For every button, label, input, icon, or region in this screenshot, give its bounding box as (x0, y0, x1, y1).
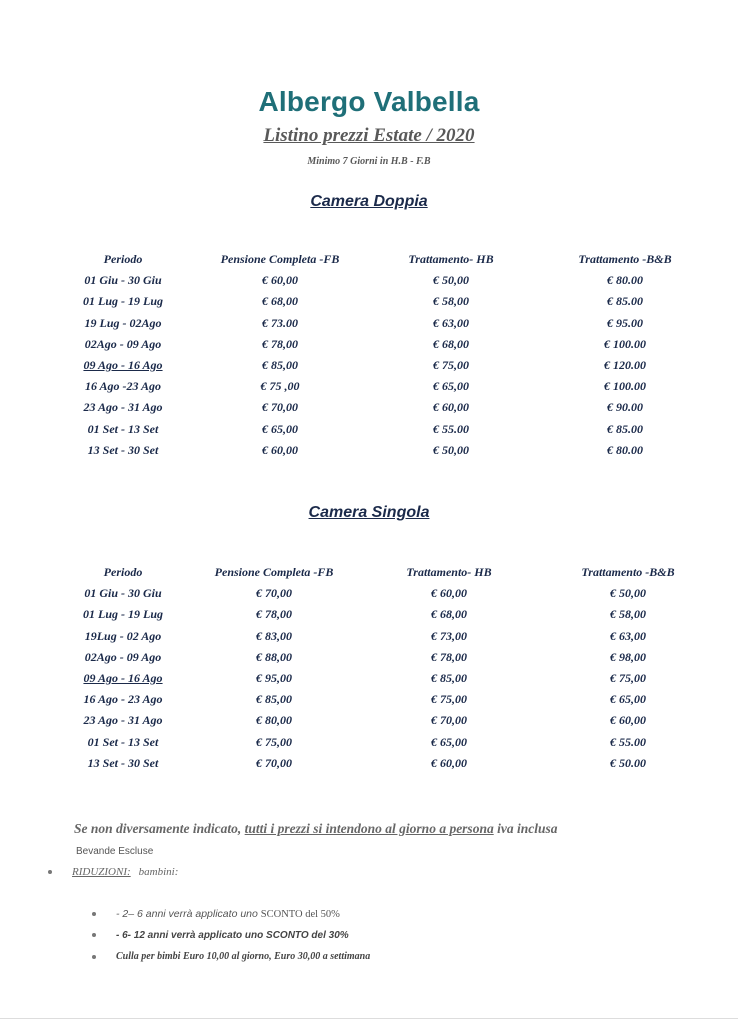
table-row (0, 443, 738, 463)
beverages-excluded: Bevande Escluse (76, 846, 154, 857)
table-row (0, 337, 738, 357)
price-cell: € 73.00 (262, 315, 298, 330)
column-header: Trattamento- HB (406, 565, 492, 579)
period-cell: 09 Ago - 16 Ago (83, 358, 163, 372)
period-cell: 23 Ago - 31 Ago (83, 400, 163, 415)
reduction-item-3 (92, 951, 370, 962)
table-row (0, 671, 738, 691)
table-row (0, 422, 738, 442)
reduction-2-text: - 6- 12 anni verrà applicato uno SCONTO del 30% (116, 930, 349, 941)
table-row (0, 273, 738, 293)
period-cell: 01 Giu - 30 Giu (84, 273, 162, 288)
price-cell: € 80,00 (256, 713, 292, 728)
period-cell: 01 Lug - 19 Lug (82, 607, 164, 622)
price-cell: € 75,00 (431, 692, 467, 707)
period-cell: 02Ago - 09 Ago (84, 336, 162, 351)
price-cell: € 78,00 (256, 607, 292, 622)
period-cell: 23 Ago - 31 Ago (83, 713, 163, 728)
period-cell: 16 Ago -23 Ago (84, 379, 162, 394)
price-cell: € 60,00 (262, 442, 298, 457)
price-cell: € 85.00 (607, 294, 643, 309)
price-cell: € 100.00 (604, 336, 646, 351)
period-cell: 01 Set - 13 Set (87, 421, 159, 436)
price-cell: € 70,00 (256, 755, 292, 770)
price-cell: € 55.00 (433, 421, 469, 436)
price-cell: € 70,00 (262, 400, 298, 415)
note-underlined: tutti i prezzi si intendono al giorno a persona (244, 821, 494, 836)
prices-note (74, 821, 557, 837)
reduction-1-discount: SCONTO del 50% (260, 909, 340, 920)
page-bottom-divider (0, 1018, 738, 1019)
period-cell: 02Ago - 09 Ago (84, 649, 162, 664)
price-cell: € 63,00 (433, 315, 469, 330)
column-header: Pensione Completa -FB (220, 252, 340, 266)
period-cell: 13 Set - 30 Set (87, 755, 159, 770)
reductions-item (48, 866, 178, 878)
bullet-icon (92, 912, 96, 916)
table-row (0, 379, 738, 399)
price-cell: € 55.00 (610, 734, 646, 749)
period-cell: 19Lug - 02 Ago (84, 628, 162, 643)
bullet-icon (48, 870, 52, 874)
price-cell: € 83,00 (256, 628, 292, 643)
reduction-1-text: - 2– 6 anni verrà applicato uno (116, 908, 258, 920)
price-cell: € 98,00 (610, 649, 646, 664)
minimum-stay-note: Minimo 7 Giorni in H.B - F.B (307, 156, 431, 167)
price-cell: € 85,00 (262, 358, 298, 372)
price-cell: € 80.00 (607, 442, 643, 457)
table-row (0, 629, 738, 649)
table-row (0, 607, 738, 627)
table-header-row (0, 252, 738, 272)
column-header: Periodo (103, 252, 143, 266)
table-row (0, 400, 738, 420)
table-row (0, 692, 738, 712)
price-cell: € 75,00 (433, 358, 469, 372)
price-cell: € 50,00 (433, 273, 469, 288)
price-cell: € 60,00 (262, 273, 298, 288)
period-cell: 01 Giu - 30 Giu (84, 586, 162, 601)
price-cell: € 75,00 (256, 734, 292, 749)
reduction-item-1 (92, 908, 340, 920)
price-cell: € 60,00 (431, 755, 467, 770)
table-row (0, 586, 738, 606)
price-cell: € 68,00 (262, 294, 298, 309)
price-cell: € 85.00 (607, 421, 643, 436)
column-header: Periodo (103, 565, 143, 579)
hotel-name: Albergo Valbella (258, 86, 480, 117)
price-cell: € 60,00 (433, 400, 469, 415)
period-cell: 01 Lug - 19 Lug (82, 294, 164, 309)
reductions-label: RIDUZIONI: (72, 866, 131, 878)
note-suffix: iva inclusa (493, 821, 558, 836)
price-cell: € 75,00 (610, 671, 646, 685)
table-header-row (0, 565, 738, 585)
price-cell: € 50,00 (610, 586, 646, 601)
table-row (0, 294, 738, 314)
price-cell: € 85,00 (256, 692, 292, 707)
period-cell: 19 Lug - 02Ago (84, 315, 162, 330)
bullet-icon (92, 955, 96, 959)
price-cell: € 85,00 (431, 671, 467, 685)
price-cell: € 60,00 (610, 713, 646, 728)
price-cell: € 65,00 (262, 421, 298, 436)
price-cell: € 78,00 (431, 649, 467, 664)
price-cell: € 75 ,00 (260, 379, 300, 394)
table-row (0, 735, 738, 755)
section-title-double-room: Camera Doppia (310, 193, 428, 210)
column-header: Pensione Completa -FB (214, 565, 334, 579)
table-row (0, 756, 738, 776)
price-cell: € 65,00 (431, 734, 467, 749)
price-cell: € 70,00 (256, 586, 292, 601)
reduction-3-text: Culla per bimbi Euro 10,00 al giorno, Euro 30,00 a settimana (116, 951, 371, 962)
price-cell: € 63,00 (610, 628, 646, 643)
column-header: Trattamento -B&B (581, 565, 675, 579)
table-row (0, 713, 738, 733)
price-cell: € 80.00 (607, 273, 643, 288)
price-list-subtitle: Listino prezzi Estate / 2020 (263, 125, 475, 146)
reductions-text: bambini: (138, 866, 179, 878)
period-cell: 13 Set - 30 Set (87, 442, 159, 457)
price-cell: € 100.00 (604, 379, 646, 394)
price-cell: € 65,00 (433, 379, 469, 394)
price-cell: € 58,00 (610, 607, 646, 622)
price-cell: € 120.00 (604, 358, 646, 372)
price-cell: € 95,00 (256, 671, 292, 685)
column-header: Trattamento -B&B (578, 252, 672, 266)
table-row (0, 650, 738, 670)
price-cell: € 70,00 (431, 713, 467, 728)
period-cell: 01 Set - 13 Set (87, 734, 159, 749)
note-prefix: Se non diversamente indicato, (74, 821, 245, 836)
price-cell: € 95.00 (607, 315, 643, 330)
column-header: Trattamento- HB (408, 252, 494, 266)
price-cell: € 73,00 (431, 628, 467, 643)
period-cell: 09 Ago - 16 Ago (83, 671, 163, 685)
price-cell: € 90.00 (607, 400, 643, 415)
section-title-single-room: Camera Singola (308, 504, 430, 521)
period-cell: 16 Ago - 23 Ago (83, 692, 163, 707)
bullet-icon (92, 933, 96, 937)
price-cell: € 68,00 (431, 607, 467, 622)
price-cell: € 78,00 (262, 336, 298, 351)
price-cell: € 88,00 (256, 649, 292, 664)
price-cell: € 50,00 (433, 442, 469, 457)
price-cell: € 50.00 (610, 755, 646, 770)
reduction-item-2 (92, 930, 349, 941)
price-cell: € 65,00 (610, 692, 646, 707)
price-cell: € 58,00 (433, 294, 469, 309)
price-cell: € 68,00 (433, 336, 469, 351)
price-cell: € 60,00 (431, 586, 467, 601)
table-row (0, 316, 738, 336)
table-row (0, 358, 738, 378)
